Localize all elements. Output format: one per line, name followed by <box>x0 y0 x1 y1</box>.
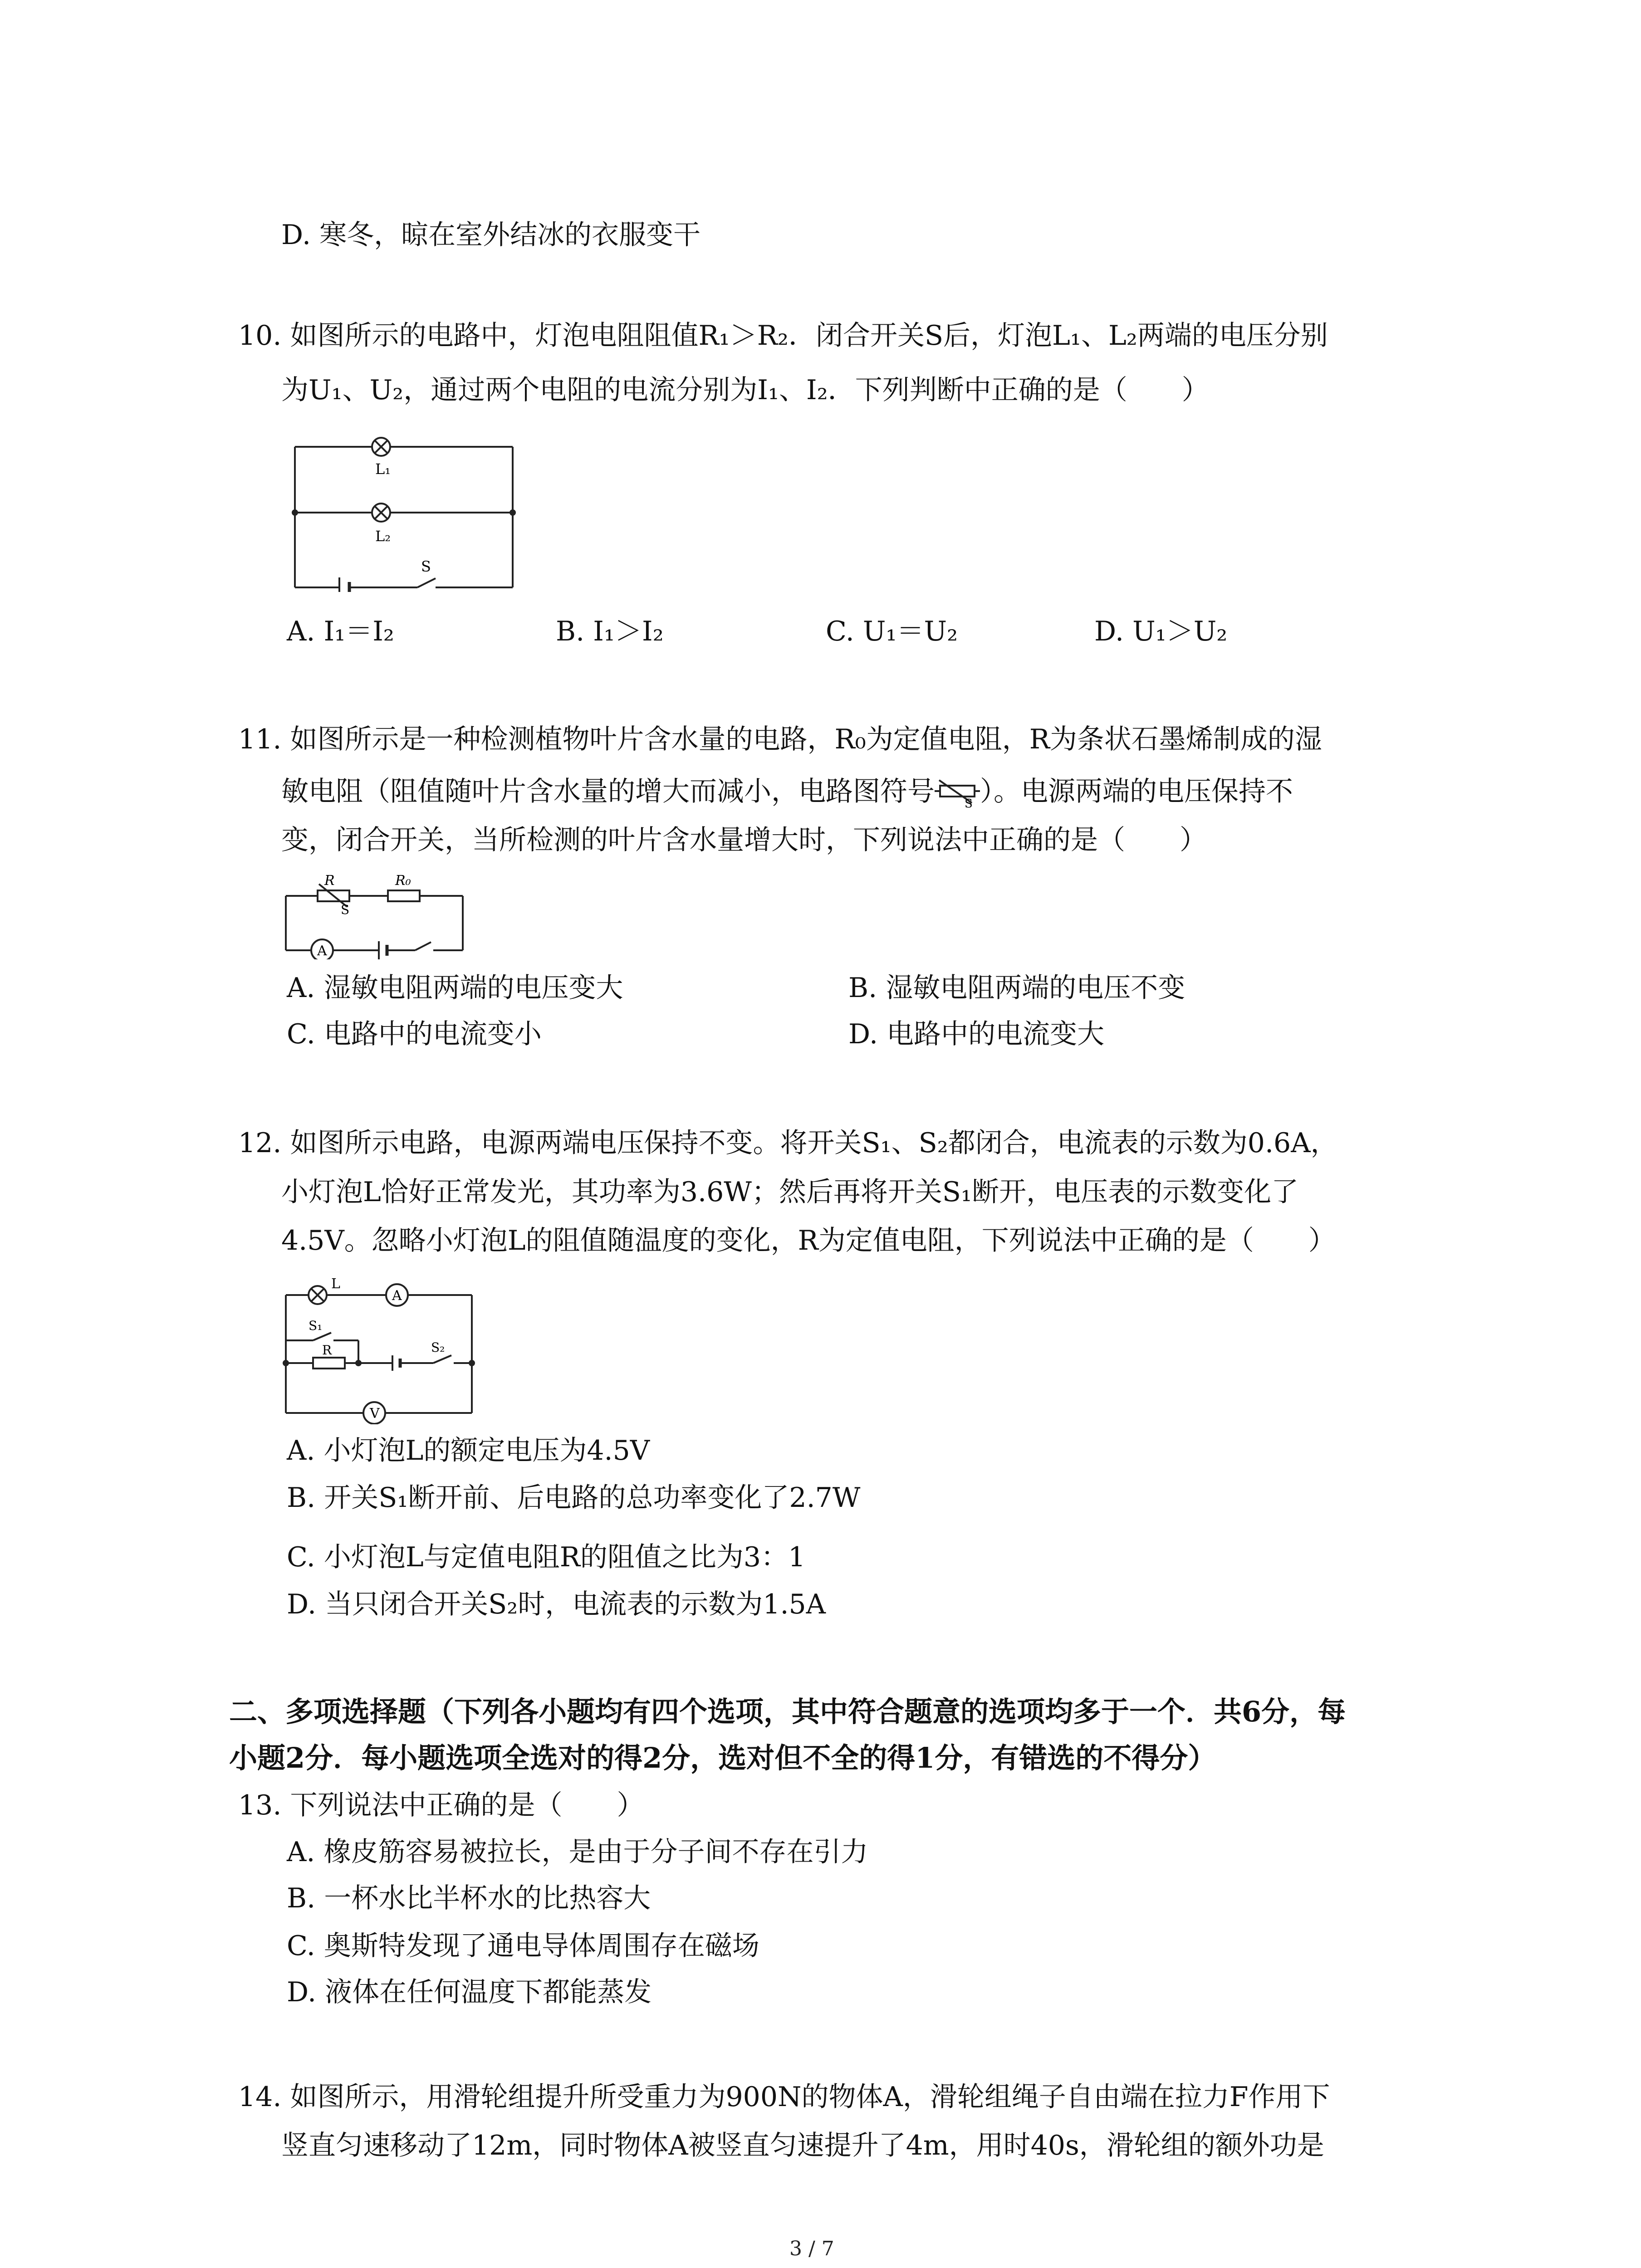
q10-option-c[interactable]: C. U₁＝U₂ <box>826 616 958 647</box>
q12-label-r: R <box>322 1343 332 1358</box>
q10-label-s: S <box>421 558 431 575</box>
q12-voltmeter-label: V <box>370 1406 380 1422</box>
q11-stem-line1: 11. 如图所示是一种检测植物叶片含水量的电路，R₀为定值电阻，R为条状石墨烯制成的湿 <box>238 723 1322 755</box>
q11-stem-line2-start: 敏电阻（阻值随叶片含水量的增大而减小，电路图符号 <box>281 776 935 807</box>
q10-label-l1: L₁ <box>375 460 391 478</box>
q11-option-a[interactable]: A. 湿敏电阻两端的电压变大 <box>287 972 623 1004</box>
q11-label-r0: R₀ <box>395 873 411 889</box>
q10-stem-line1: 10. 如图所示的电路中，灯泡电阻阻值R₁＞R₂．闭合开关S后，灯泡L₁、L₂两端的电压分别 <box>238 320 1328 352</box>
q13-option-b[interactable]: B. 一杯水比半杯水的比热容大 <box>287 1882 651 1914</box>
q13-option-a[interactable]: A. 橡皮筋容易被拉长，是由于分子间不存在引力 <box>287 1836 868 1868</box>
junction-dot-left <box>292 509 298 516</box>
q13-option-c[interactable]: C. 奥斯特发现了通电导体周围存在磁场 <box>287 1930 759 1962</box>
q11-stem-line3: 变，闭合开关，当所检测的叶片含水量增大时，下列说法中正确的是（ ） <box>281 824 1207 856</box>
q11-stem-line2 <box>281 773 1293 810</box>
q12-stem-line2: 小灯泡L恰好正常发光，其功率为3.6W；然后再将开关S₁断开，电压表的示数变化了 <box>281 1176 1299 1208</box>
q12-label-s1: S₁ <box>309 1318 323 1333</box>
q10-option-b[interactable]: B. I₁＞I₂ <box>556 616 664 647</box>
q14-stem-line1: 14. 如图所示，用滑轮组提升所受重力为900N的物体A，滑轮组绳子自由端在拉力F作用下 <box>238 2081 1330 2113</box>
q12-label-l: L <box>331 1276 340 1292</box>
q11-label-r: R <box>324 873 335 889</box>
q12-junction-left <box>283 1360 289 1366</box>
q12-option-b[interactable]: B. 开关S₁断开前、后电路的总功率变化了2.7W <box>287 1482 861 1514</box>
q11-label-s: S <box>341 902 350 917</box>
q11-option-b[interactable]: B. 湿敏电阻两端的电压不变 <box>848 972 1185 1004</box>
page-number: 3 / 7 <box>789 2237 834 2260</box>
q12-junction-mid <box>355 1360 362 1366</box>
q10-option-d[interactable]: D. U₁＞U₂ <box>1094 616 1228 647</box>
q14-stem-line2: 竖直匀速移动了12m，同时物体A被竖直匀速提升了4m，用时40s，滑轮组的额外功是 <box>281 2130 1324 2161</box>
q12-stem-line3: 4.5V。忽略小灯泡L的阻值随温度的变化，R为定值电阻，下列说法中正确的是（ ） <box>281 1225 1336 1256</box>
q10-circuit-diagram <box>286 429 522 592</box>
q12-circuit-diagram <box>277 1270 481 1424</box>
q13-stem: 13. 下列说法中正确的是（ ） <box>238 1789 644 1821</box>
q11-option-d[interactable]: D. 电路中的电流变大 <box>848 1018 1105 1050</box>
section2-header-line2: 小题2分．每小题选项全选对的得2分，选对但不全的得1分，有错选的不得分） <box>229 1741 1216 1774</box>
q10-label-l2: L₂ <box>375 528 391 545</box>
q12-stem-line1: 12. 如图所示电路，电源两端电压保持不变。将开关S₁、S₂都闭合，电流表的示数为0.6A， <box>238 1127 1338 1159</box>
svg-text:S: S <box>965 797 973 810</box>
q13-option-d[interactable]: D. 液体在任何温度下都能蒸发 <box>287 1976 652 2008</box>
q12-option-c[interactable]: C. 小灯泡L与定值电阻R的阻值之比为3：1 <box>287 1541 806 1573</box>
q11-option-c[interactable]: C. 电路中的电流变小 <box>287 1018 542 1050</box>
q11-ammeter-label: A <box>317 943 327 959</box>
q12-label-s2: S₂ <box>431 1340 445 1355</box>
q12-option-a[interactable]: A. 小灯泡L的额定电压为4.5V <box>287 1435 650 1466</box>
section2-header-line1: 二、多项选择题（下列各小题均有四个选项，其中符合题意的选项均多于一个．共6分，每 <box>229 1695 1346 1728</box>
q12-option-d[interactable]: D. 当只闭合开关S₂时，电流表的示数为1.5A <box>287 1589 826 1620</box>
q9-option-d: D. 寒冬，晾在室外结冰的衣服变干 <box>281 219 701 251</box>
q11-stem-line2-end: ）。电源两端的电压保持不 <box>980 776 1293 807</box>
q12-junction-right <box>469 1360 475 1366</box>
humidity-resistor-symbol-icon <box>935 777 980 809</box>
q10-stem-line2: 为U₁、U₂，通过两个电阻的电流分别为I₁、I₂．下列判断中正确的是（ ） <box>281 374 1209 406</box>
q11-circuit-diagram <box>279 869 474 959</box>
junction-dot-right <box>509 509 516 516</box>
q12-ammeter-label: A <box>392 1288 402 1304</box>
q10-option-a[interactable]: A. I₁＝I₂ <box>287 616 394 647</box>
